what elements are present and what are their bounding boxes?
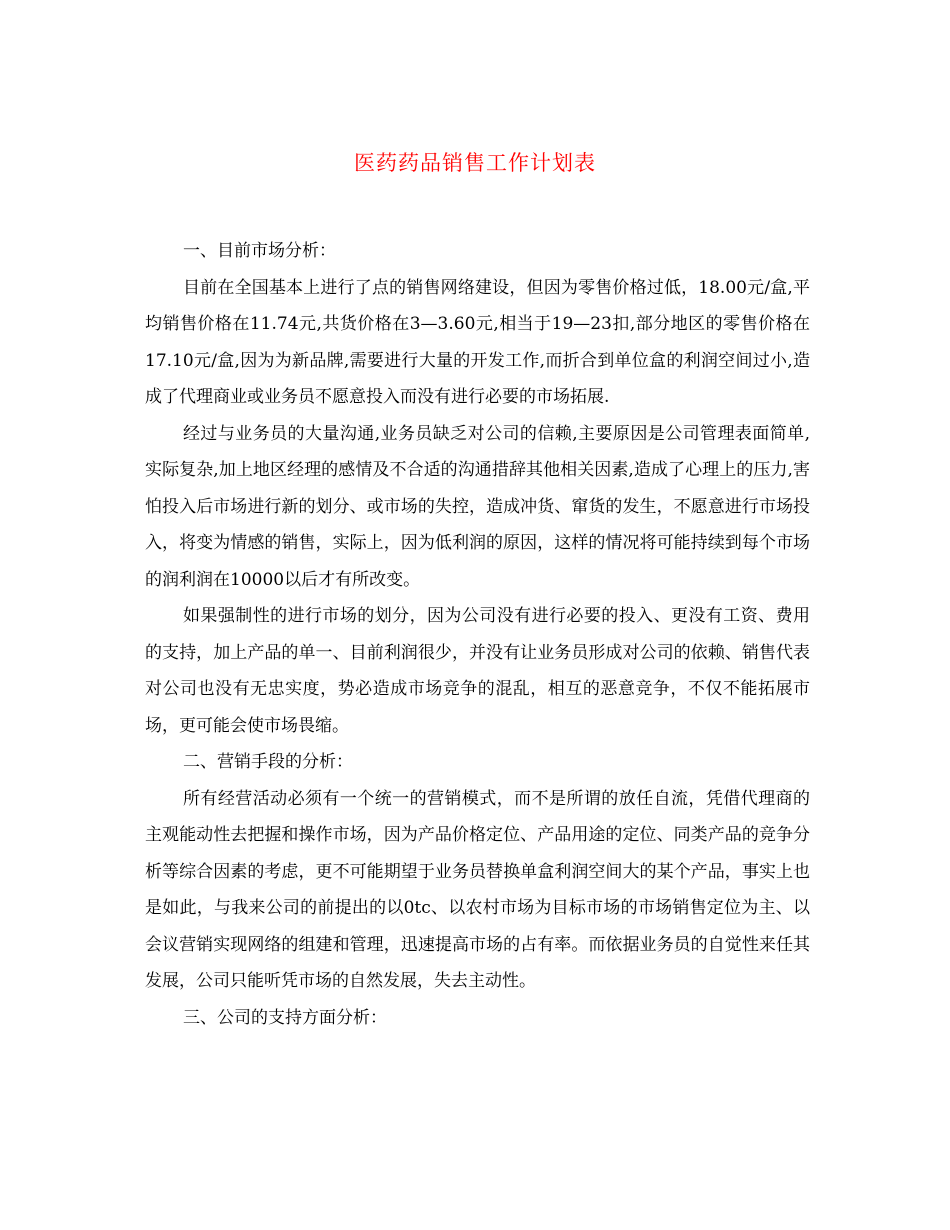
section-heading-marketing-methods: 二、营销手段的分析： <box>183 752 353 772</box>
section-heading-market-analysis: 一、目前市场分析： <box>183 241 336 261</box>
section-heading-company-support: 三、公司的支持方面分析： <box>183 1007 387 1028</box>
document-body <box>145 233 810 1036</box>
body-paragraph: 所有经营活动必须有一个统一的营销模式，而不是所谓的放任自流，凭借代理商的主观能动性去把握和操作市场，因为产品价格定位、产品用途的定位、同类产品的竞争分析等综合因素的考虑，更不可能期望于业务员替换单盒利润空间大的某个产品，事实上也是如此，与我来公司的前提出的以0tc、以农村市场为目标市场的市场销售定位为主、以会议营销实现网络的组建和管理，迅速提高市场的占有率。而依据业务员的自觉性来任其发展，公司只能听凭市场的自然发展，失去主动性。 <box>145 788 810 991</box>
body-paragraph: 目前在全国基本上进行了点的销售网络建设，但因为零售价格过低，18.00元/盒,平均销售价格在11.74元,共货价格在3—3.60元,相当于19—23扣,部分地区的零售价格在17.10元/盒,因为为新品牌,需要进行大量的开发工作,而折合到单位盒的利润空间过小,造成了代理商业或业务员不愿意投入而没有进行必要的市场拓展. <box>145 277 810 407</box>
body-paragraph: 经过与业务员的大量沟通,业务员缺乏对公司的信赖,主要原因是公司管理表面简单,实际复杂,加上地区经理的感情及不合适的沟通措辞其他相关因素,造成了心理上的压力,害怕投入后市场进行新的划分、或市场的失控，造成冲货、窜货的发生，不愿意进行市场投入，将变为情感的销售，实际上，因为低利润的原因，这样的情况将可能持续到每个市场的润利润在10000以后才有所改变。 <box>145 423 810 590</box>
body-paragraph: 如果强制性的进行市场的划分，因为公司没有进行必要的投入、更没有工资、费用的支持，加上产品的单一、目前利润很少，并没有让业务员形成对公司的依赖、销售代表对公司也没有无忠实度，势必造成市场竞争的混乱，相互的恶意竞争，不仅不能拓展市场，更可能会使市场畏缩。 <box>145 606 810 736</box>
document-title: 医药药品销售工作计划表 <box>354 151 596 175</box>
